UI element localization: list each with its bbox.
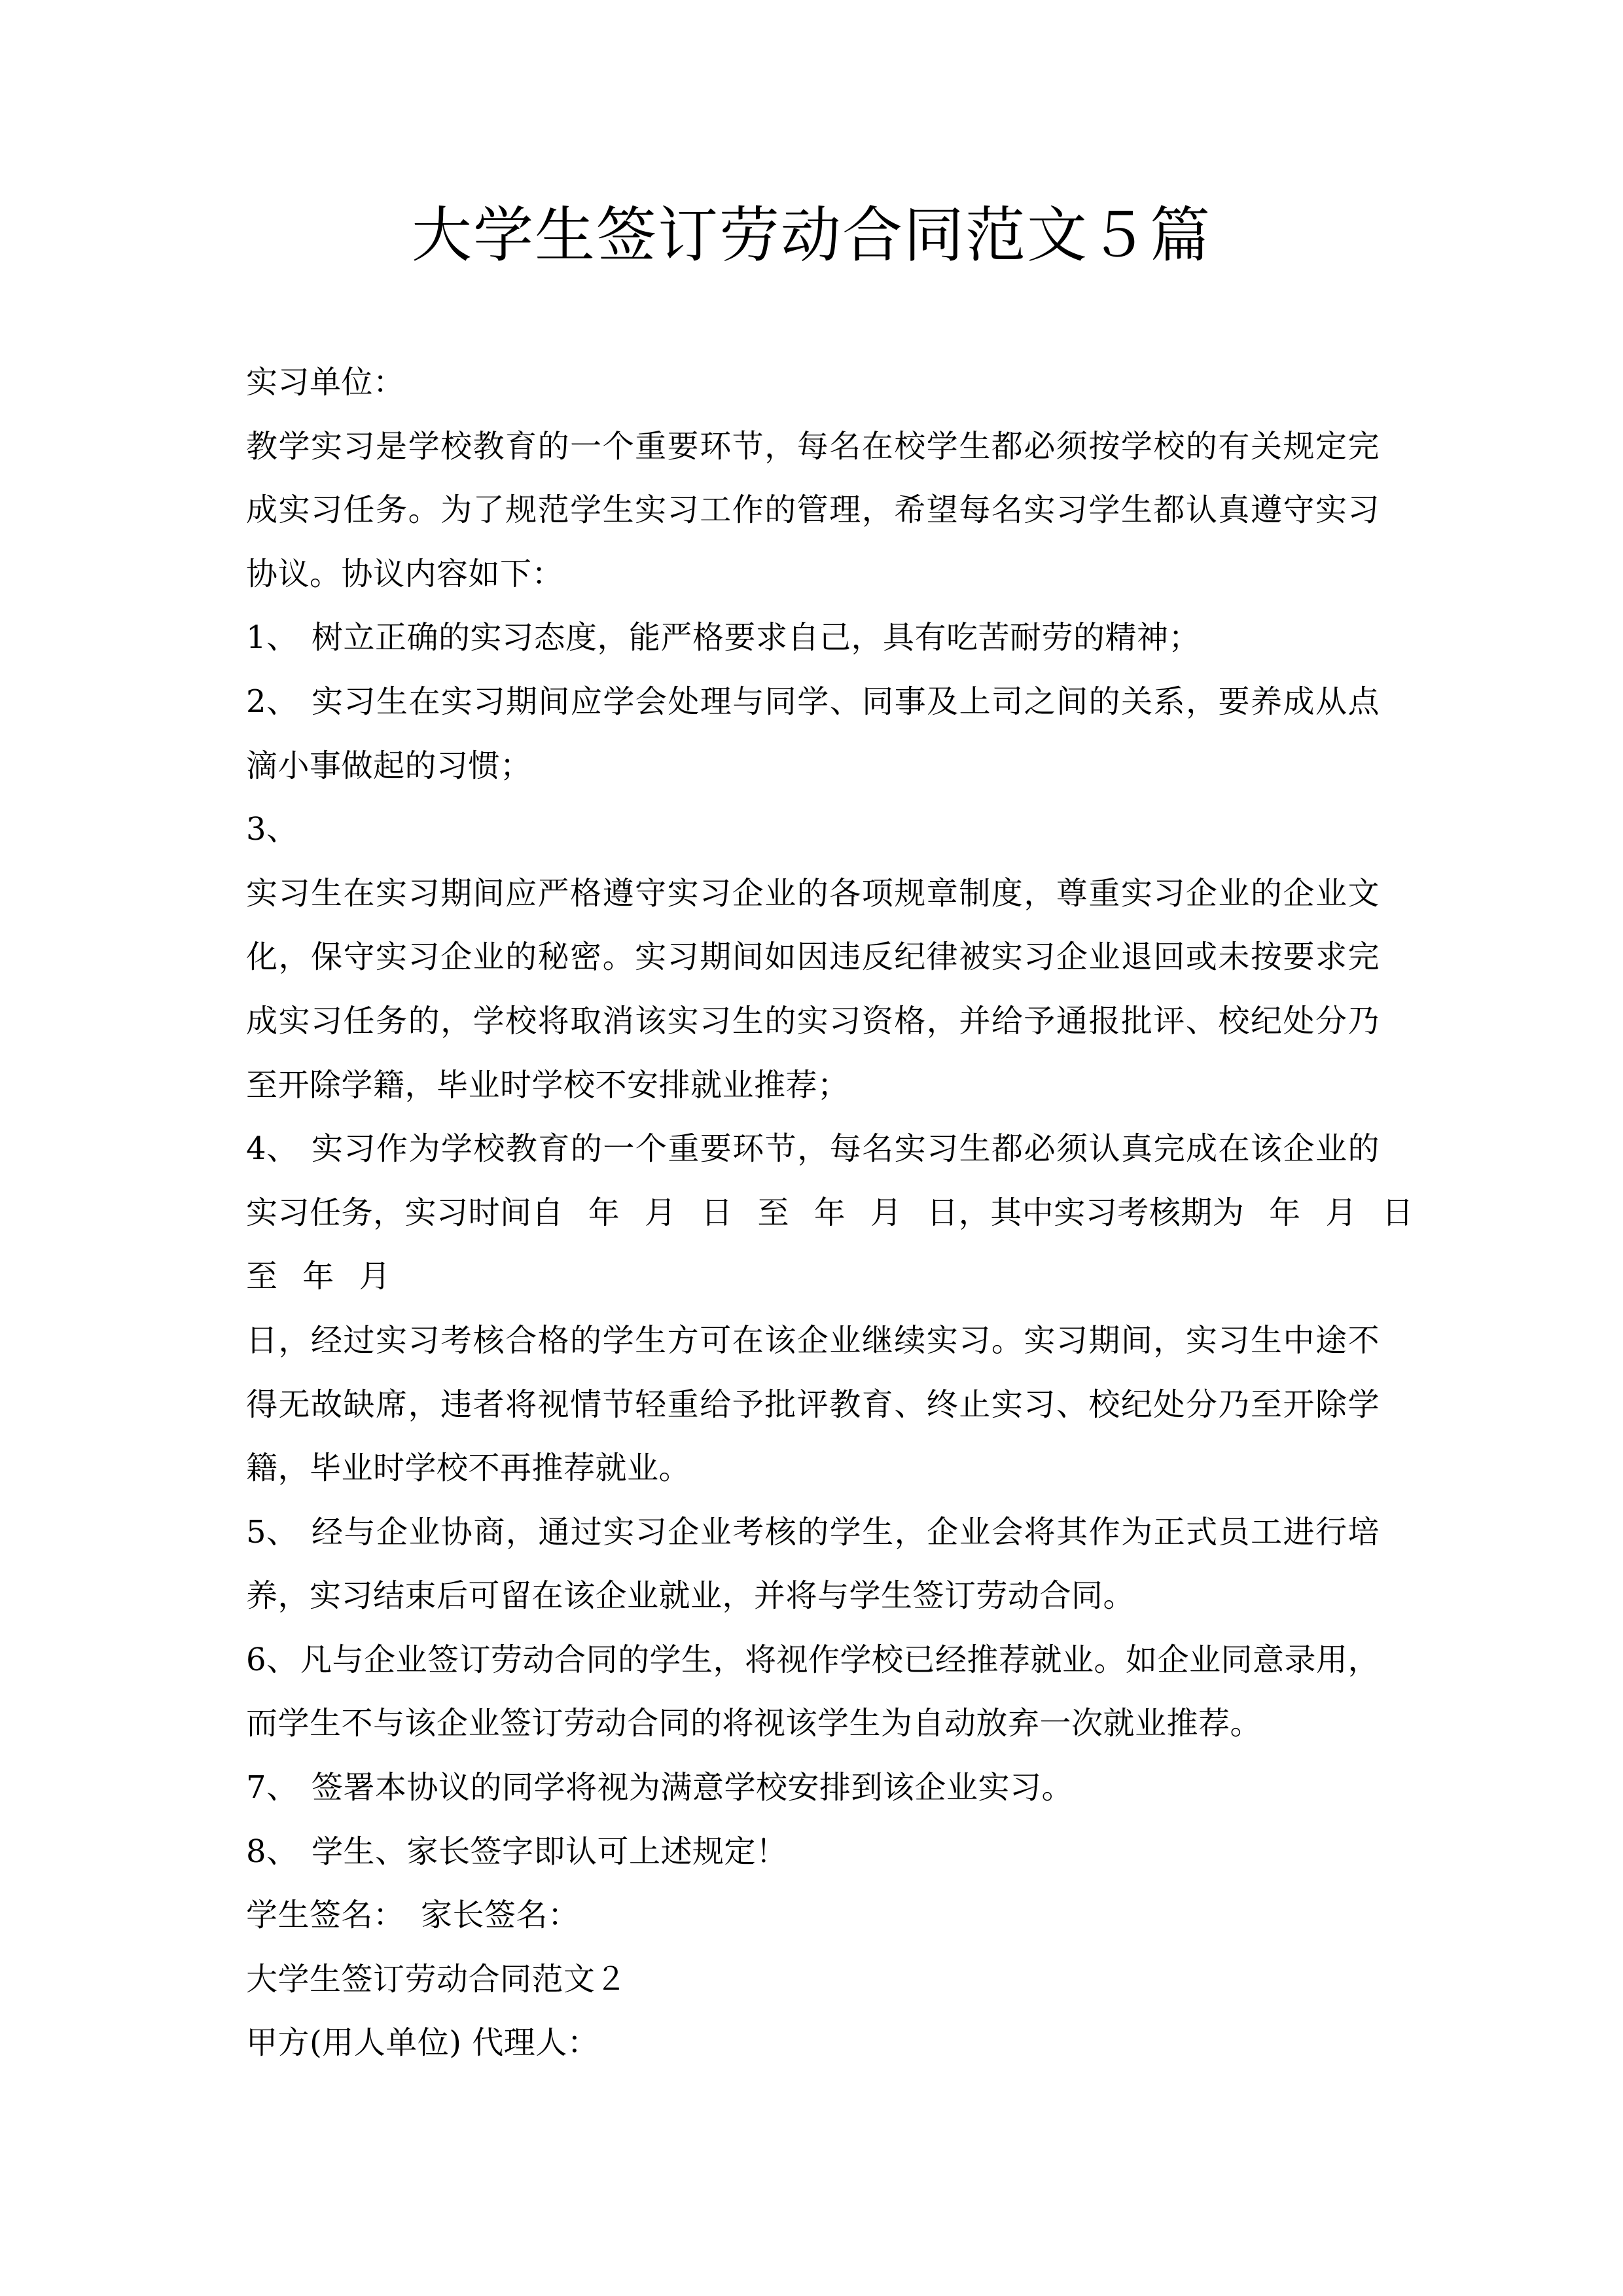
party-a-line: 甲方(用人单位) 代理人： — [246, 2024, 599, 2062]
text-line-intro-3: 协议。协议内容如下： — [246, 555, 564, 592]
clause-2-cont: 滴小事做起的习惯； — [246, 747, 532, 784]
section-heading-2: 大学生签订劳动合同范文２ — [246, 1960, 628, 1998]
clause-text: 学生、家长签字即认可上述规定！ — [312, 1833, 788, 1870]
clause-number: 6、 — [246, 1641, 298, 1678]
clause-3-line-4: 至开除学籍，毕业时学校不安排就业推荐； — [246, 1066, 849, 1103]
clause-8 — [246, 1820, 1380, 1884]
signature-line: 学生签名： 家长签名： — [246, 1897, 580, 1934]
clause-4-line-5: 得无故缺席，违者将视情节轻重给予批评教育、终止实习、校纪处分乃至开除学 — [246, 1386, 1380, 1423]
text-line-intro-1: 教学实习是学校教育的一个重要环节，每名在校学生都必须按学校的有关规定完 — [246, 427, 1380, 465]
clause-3-line-1: 实习生在实习期间应严格遵守实习企业的各项规章制度，尊重实习企业的企业文 — [246, 874, 1380, 912]
clause-number: 1、 — [246, 619, 298, 656]
clause-number: 5、 — [246, 1513, 298, 1551]
clause-number: 8、 — [246, 1833, 298, 1870]
clause-4-line-4: 日，经过实习考核合格的学生方可在该企业继续实习。实习期间，实习生中途不 — [246, 1321, 1380, 1359]
clause-text: 实习生在实习期间应学会处理与同学、同事及上司之间的关系，要养成从点 — [312, 683, 1380, 720]
clause-6 — [246, 1628, 1380, 1693]
clause-4 — [246, 1117, 1380, 1181]
text-line-intro-2: 成实习任务。为了规范学生实习工作的管理，希望每名实习学生都认真遵守实习 — [246, 492, 1380, 529]
clause-3-number: 3、 — [246, 811, 298, 848]
clause-3-line-2: 化，保守实习企业的秘密。实习期间如因违反纪律被实习企业退回或未按要求完 — [246, 939, 1380, 976]
clause-text: 签署本协议的同学将视为满意学校安排到该企业实习。 — [312, 1769, 1074, 1806]
clause-number: 4、 — [246, 1130, 298, 1168]
clause-5 — [246, 1501, 1380, 1565]
clause-text: 树立正确的实习态度，能严格要求自己，具有吃苦耐劳的精神； — [312, 619, 1201, 656]
clause-text: 实习作为学校教育的一个重要环节，每名实习生都必须认真完成在该企业的 — [312, 1130, 1380, 1168]
document-body — [246, 351, 1414, 2075]
clause-6-line-2: 而学生不与该企业签订劳动合同的将视该学生为自动放弃一次就业推荐。 — [246, 1705, 1262, 1742]
clause-text: 凡与企业签订劳动合同的学生，将视作学校已经推荐就业。如企业同意录用， — [300, 1641, 1380, 1678]
clause-text: 经与企业协商，通过实习企业考核的学生，企业会将其作为正式员工进行培 — [312, 1513, 1380, 1551]
clause-5-line-2: 养，实习结束后可留在该企业就业，并将与学生签订劳动合同。 — [246, 1577, 1135, 1615]
clause-4-line-2: 实习任务，实习时间自 年 月 日 至 年 月 日，其中实习考核期为 年 月 日 — [246, 1194, 1414, 1231]
clause-7 — [246, 1756, 1380, 1820]
clause-number: 2、 — [246, 683, 298, 720]
clause-number: 7、 — [246, 1769, 298, 1806]
clause-4-line-3: 至 年 月 — [246, 1258, 391, 1295]
clause-1 — [246, 606, 1380, 670]
clause-2 — [246, 670, 1380, 734]
clause-3-line-3: 成实习任务的，学校将取消该实习生的实习资格，并给予通报批评、校纪处分乃 — [246, 1002, 1380, 1039]
clause-4-line-6: 籍，毕业时学校不再推荐就业。 — [246, 1450, 691, 1487]
line-text: 实习单位： — [246, 364, 405, 401]
text-line-internship-unit — [246, 351, 1380, 415]
document-title: 大学生签订劳动合同范文５篇 — [411, 200, 1211, 270]
